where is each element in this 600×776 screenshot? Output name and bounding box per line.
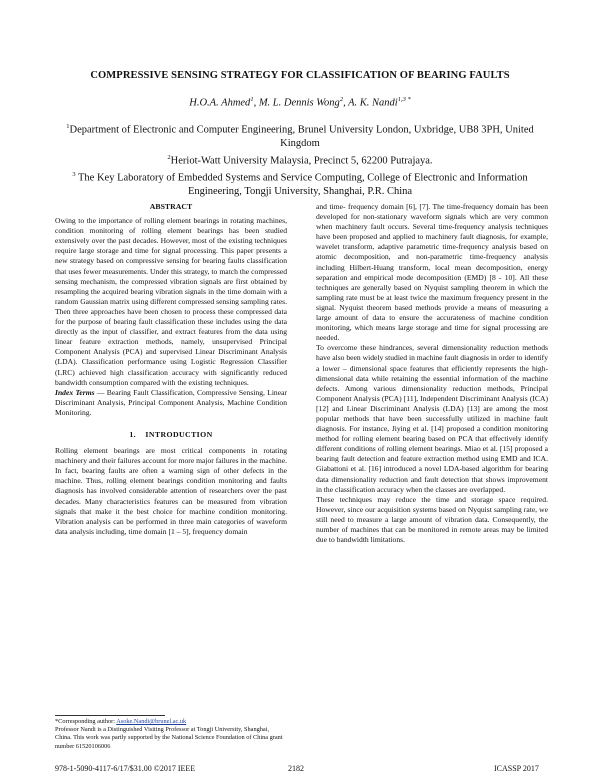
footer-conference: ICASSP 2017: [494, 764, 539, 773]
intro-text: Rolling element bearings are most critical components in rotating machinery and their failures account for more major failures in the machine. In fact, bearing faults are often a warning sign of other defects in the machine. Thus, rolling element bearings condition monitoring and faults diagnosis has involved considerable attention of researchers over the past decades. Many characteristics features can be measured from vibration signals that make it the best choice for machine condition monitoring. Vibration analysis can be performed in three main categories of waveform data analysis including, time domain [1 – 5], frequency domain: [55, 446, 287, 536]
body-paragraph: These techniques may reduce the time and storage space required. However, since our acquisition systems based on Nyquist sampling rate, we still need to measure a large amount of vibration data. Consequently, the number of machines that can be monitored in remote areas may be limited due to bandwidth limitations.: [316, 494, 548, 545]
page-number: 2182: [288, 764, 304, 773]
right-column: [316, 202, 548, 545]
affiliation-text: Department of Electronic and Computer Engineering, Brunel University London, Uxbridge, UB8 3PH, United Kingdom: [69, 124, 534, 149]
affiliation-mark: 1: [66, 123, 70, 130]
paper-title: COMPRESSIVE SENSING STRATEGY FOR CLASSIFICATION OF BEARING FAULTS: [90, 70, 510, 81]
email-link[interactable]: Asoke.Nandi@brunel.ac.uk: [116, 718, 187, 725]
affiliation: [50, 151, 550, 168]
index-terms-text: — Bearing Fault Classification, Compressive Sensing, Linear Discriminant Analysis, Principal Component Analysis, Machine Condition Monitoring.: [55, 387, 287, 417]
author-affiliation-mark: 1,3 *: [397, 96, 411, 103]
footnote-divider: [55, 715, 165, 716]
affiliation: [50, 168, 550, 199]
author-separator: ,: [343, 97, 349, 109]
affiliation-text: The Key Laboratory of Embedded Systems and Service Computing, College of Electronic and Information Engineering, Tongji University, Shanghai, P.R. China: [78, 172, 528, 197]
author-affiliation-mark: 1: [250, 96, 254, 103]
index-terms-label: Index Terms: [55, 387, 95, 397]
funding-note: Professor Nandi is a Distinguished Visiting Professor at Tongji University, Shanghai, China. This work was partly supported by the National Science Foundation of China grant number 61520106006: [55, 726, 283, 750]
author-separator: ,: [253, 97, 259, 109]
intro-heading: 1. INTRODUCTION: [129, 429, 213, 439]
body-paragraph: To overcome these hindrances, several dimensionality reduction methods have also been widely studied in machine fault diagnosis in order to identify a lower – dimensional space features that efficiently represents the high-dimensional data while retaining the essential information of the machine defects. Among various dimensionality reduction methods, Principal Component Analysis (PCA) [11], Independent Discriminant Analysis (ICA) [12] and Linear Discriminant Analysis (LDA) [13] are among the most popular methods that have been successfully utilized in machine fault diagnosis. For instance, Jiying et al. [14] proposed a condition monitoring method for rolling element bearing based on PCA that effectively identify different conditions of rolling element bearings. Miao et al. [15] proposed a bearing fault detection and feature extraction method using EMD and ICA. Giabattoni et al. [16] introduced a novel LDA-based algorithm for bearing data dimensionality reduction and fault detection that shows improvement in the classification accuracy when the classes are overlapped.: [316, 343, 548, 494]
affiliation-text: Heriot-Watt University Malaysia, Precinct 5, 62200 Putrajaya.: [170, 155, 433, 166]
author-name: H.O.A. Ahmed: [189, 97, 251, 109]
author-name: M. L. Dennis Wong: [258, 97, 340, 109]
author-affiliation-mark: 2: [339, 96, 344, 103]
corresponding-label: *Corresponding author:: [55, 718, 117, 725]
body-paragraph: and time- frequency domain [6], [7]. The time-frequency domain has been developed for non-stationary waveform signals which are very common when machinery fault occurs. Several time-frequency analysis techniques have been proposed and applied to machinery fault diagnosis, for example, wavelet transform, adaptive parametric time-frequency analysis based on atomic decomposition, and non-parametric time-frequency analysis including Hilbert-Huang transform, local mean decomposition, energy separation and empirical mode decomposition (EMD) [8 - 10]. All these techniques are generally based on Nyquist sampling theorem in which the sampling rate must be at least twice the maximum frequency present in the signal. Nyquist theorem based methods provide a means of measuring a large amount of data to ensure the accurateness of machine condition monitoring, which means large storage and time for signal processing are needed.: [316, 202, 548, 343]
affiliation: [50, 120, 550, 151]
corresponding-author: [55, 718, 287, 726]
index-terms: [55, 388, 287, 418]
abstract-text: Owing to the importance of rolling element bearings in rotating machines, condition monitoring of rolling element bearings has been studied extensively over the past decades. However, most of the existing techniques require large storage and time for signal processing. This paper presents a new strategy based on compressive sensing for bearing faults classification that uses fewer measurements. Under this strategy, to match the compressed sensing mechanism, the compressed vibration signals are first obtained by resampling the acquired bearing vibration signals in the time domain with a random Gaussian matrix using different compressed sensing sampling rates. Then three approaches have been chosen to process these compressed data for the purpose of bearing fault classification these includes using the data directly as the input of classifier, and extract features from the data using linear feature extraction methods, namely, unsupervised Principal Component Analysis (PCA) and supervised Linear Discriminant Analysis (LDA). Classification performance using Logistic Regression Classifier (LRC) achieved high classification accuracy with significantly reduced bandwidth consumption compared with the existing techniques.: [55, 216, 287, 387]
footnotes: [55, 718, 287, 751]
abstract-heading: ABSTRACT: [149, 202, 193, 211]
affiliation-mark: 3: [72, 170, 76, 178]
author-line: [40, 96, 560, 109]
affiliation-mark: 2: [167, 153, 171, 161]
footer-copyright: 978-1-5090-4117-6/17/$31.00 ©2017 IEEE: [55, 764, 196, 773]
left-column: [55, 202, 287, 537]
affiliations: [50, 120, 550, 198]
author-name: A. K. Nandi: [348, 97, 398, 109]
